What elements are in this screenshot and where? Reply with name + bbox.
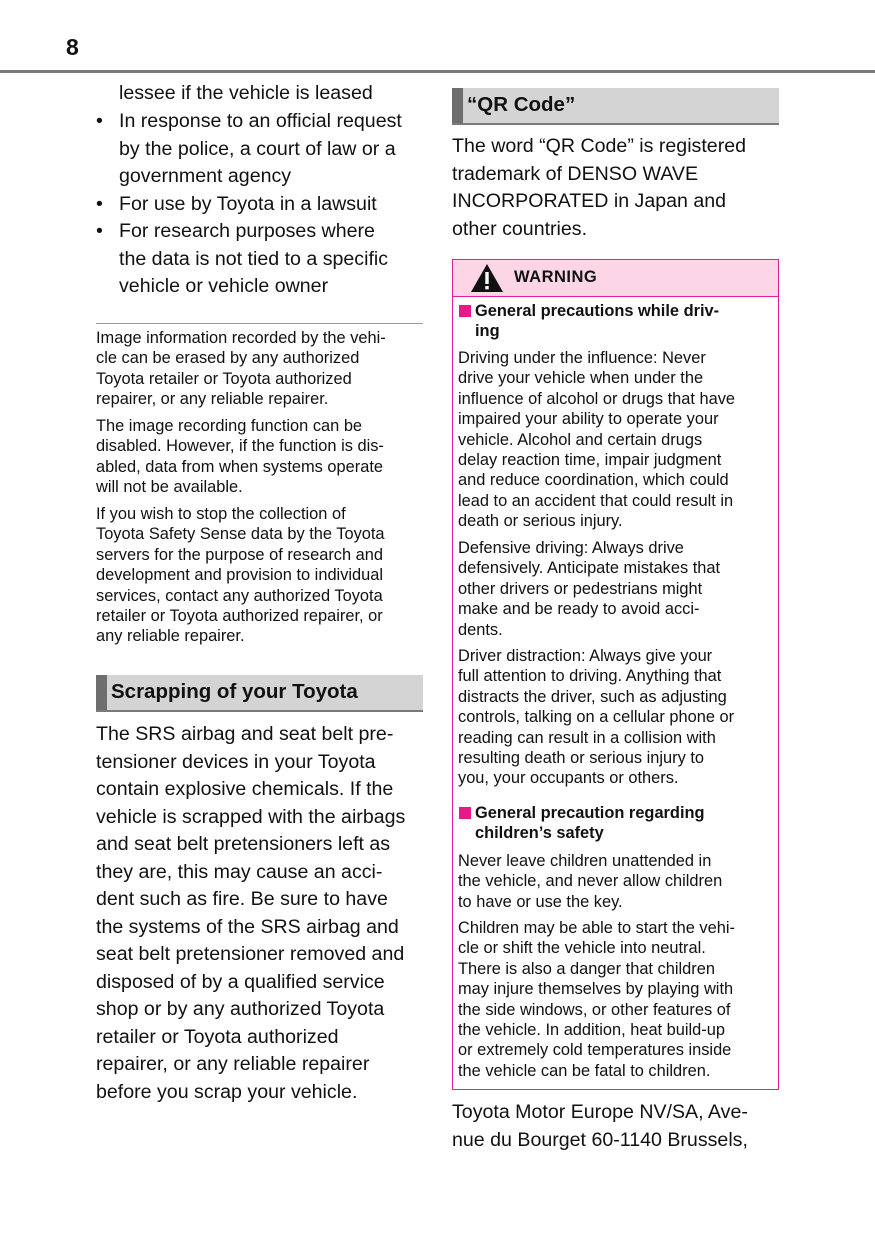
text-line: trademark of DENSO WAVE bbox=[452, 162, 699, 185]
text-line: seat belt pretensioner removed and bbox=[96, 943, 405, 965]
text-line: Children may be able to start the vehi- bbox=[458, 919, 735, 937]
text-line: For use by Toyota in a lawsuit bbox=[119, 192, 377, 215]
bullet-text bbox=[119, 191, 402, 219]
text-line: Toyota Safety Sense data by the Toyota bbox=[96, 525, 385, 544]
intro-text bbox=[119, 80, 373, 108]
text-line: the vehicle, and never allow children bbox=[458, 872, 723, 891]
text-line: repairer, or any reliable repairer bbox=[96, 1053, 370, 1075]
text-line: or extremely cold temperatures inside bbox=[458, 1041, 732, 1060]
text-line: government agency bbox=[119, 165, 292, 187]
text-line: before you scrap your vehicle. bbox=[96, 1080, 358, 1103]
text-line: The SRS airbag and seat belt pre- bbox=[96, 723, 394, 745]
text-line: services, contact any authorized Toyota bbox=[96, 586, 383, 605]
text-line: Image information recorded by the vehi- bbox=[96, 329, 386, 347]
note-paragraph bbox=[96, 416, 384, 498]
qr-body bbox=[452, 133, 746, 243]
text-line: any reliable repairer. bbox=[96, 627, 245, 646]
bullet-item bbox=[96, 191, 402, 219]
text-line: shop or by any authorized Toyota bbox=[96, 998, 385, 1020]
text-line: death or serious injury. bbox=[458, 512, 623, 531]
section-heading-qr-code bbox=[452, 88, 779, 125]
section-divider bbox=[96, 323, 423, 324]
warning-paragraph bbox=[458, 851, 722, 912]
text-line: repairer, or any reliable repairer. bbox=[96, 390, 329, 409]
text-line: The image recording function can be bbox=[96, 417, 363, 435]
warning-triangle-icon bbox=[470, 263, 504, 293]
scrapping-body bbox=[96, 721, 405, 1106]
text-line: If you wish to stop the collection of bbox=[96, 505, 346, 523]
section-heading-scrapping bbox=[96, 675, 423, 712]
text-line: Driving under the influence: Never bbox=[458, 349, 706, 367]
subheading-line: General precautions while driv- bbox=[475, 302, 720, 320]
bullet-item bbox=[96, 108, 402, 191]
warning-box bbox=[452, 259, 779, 1090]
text-line: Never leave children unattended in bbox=[458, 852, 712, 870]
warning-subheading bbox=[459, 803, 705, 844]
text-line: controls, talking on a cellular phone or bbox=[458, 708, 735, 727]
text-line: impaired your ability to operate your bbox=[458, 410, 719, 429]
text-line: lead to an accident that could result in bbox=[458, 491, 734, 510]
subheading-line: General precaution regarding bbox=[475, 804, 705, 822]
text-line: Toyota retailer or Toyota authorized bbox=[96, 369, 352, 388]
text-line: will not be available. bbox=[96, 478, 243, 497]
note-paragraph bbox=[96, 504, 385, 647]
text-line: retailer or Toyota authorized bbox=[96, 1025, 339, 1048]
warning-paragraph bbox=[458, 538, 720, 640]
text-line: full attention to driving. Anything that bbox=[458, 667, 722, 686]
text-line: and reduce coordination, which could bbox=[458, 471, 729, 490]
warning-paragraph bbox=[458, 348, 735, 532]
text-line: the systems of the SRS airbag and bbox=[96, 915, 399, 938]
text-line: cle can be erased by any authorized bbox=[96, 349, 360, 368]
page-number: 8 bbox=[66, 34, 79, 60]
text-line: vehicle is scrapped with the airbags bbox=[96, 805, 406, 828]
text-line: reading can result in a collision with bbox=[458, 728, 716, 747]
text-line: make and be ready to avoid acci- bbox=[458, 600, 700, 619]
note-paragraph bbox=[96, 328, 386, 410]
text-line: contain explosive chemicals. If the bbox=[96, 778, 394, 800]
text-line: For research purposes where bbox=[119, 220, 375, 242]
subheading-line: children’s safety bbox=[475, 824, 604, 843]
bullet-item bbox=[96, 218, 402, 301]
heading-bar bbox=[452, 88, 463, 123]
text-line: There is also a danger that children bbox=[458, 959, 715, 978]
warning-subheading bbox=[459, 301, 719, 342]
text-line: Driver distraction: Always give your bbox=[458, 647, 713, 665]
warning-paragraph bbox=[458, 646, 734, 789]
warning-title: WARNING bbox=[514, 268, 598, 286]
text-line: the vehicle can be fatal to children. bbox=[458, 1061, 711, 1080]
text-line: abled, data from when systems operate bbox=[96, 457, 383, 476]
heading-text: “QR Code” bbox=[467, 93, 576, 116]
text-line: distracts the driver, such as adjusting bbox=[458, 687, 727, 706]
text-line: and seat belt pretensioners left as bbox=[96, 833, 391, 855]
header-rule bbox=[0, 70, 875, 73]
text-line: retailer or Toyota authorized repairer, or bbox=[96, 607, 383, 626]
text-line: In response to an official request bbox=[119, 110, 402, 132]
text-line: cle or shift the vehicle into neutral. bbox=[458, 939, 706, 958]
bullet-icon: • bbox=[96, 192, 103, 215]
text-line: influence of alcohol or drugs that have bbox=[458, 389, 736, 408]
text-line: INCORPORATED in Japan and bbox=[452, 190, 727, 212]
text-line: vehicle. Alcohol and certain drugs bbox=[458, 430, 703, 449]
text-line: vehicle or vehicle owner bbox=[119, 275, 329, 297]
text-line: nue du Bourget 60-1140 Brussels, bbox=[452, 1128, 748, 1151]
text-line: you, your occupants or others. bbox=[458, 769, 679, 788]
text-line: the data is not tied to a specific bbox=[119, 247, 389, 270]
text-line: to have or use the key. bbox=[458, 892, 623, 911]
text-line: Toyota Motor Europe NV/SA, Ave- bbox=[452, 1101, 748, 1123]
text-line: drive your vehicle when under the bbox=[458, 369, 704, 388]
bullet-list bbox=[96, 108, 402, 301]
text-line: dent such as fire. Be sure to have bbox=[96, 888, 388, 910]
warning-header bbox=[453, 260, 778, 297]
text-line: resulting death or serious injury to bbox=[458, 749, 704, 768]
text-line: tensioner devices in your Toyota bbox=[96, 750, 376, 773]
warning-paragraph bbox=[458, 918, 735, 1081]
bullet-icon: • bbox=[96, 110, 103, 132]
text-line: development and provision to individual bbox=[96, 566, 384, 585]
text-line: they are, this may cause an acci- bbox=[96, 860, 383, 883]
text-line: dents. bbox=[458, 620, 503, 639]
heading-bar bbox=[96, 675, 107, 710]
address-text bbox=[452, 1099, 748, 1154]
text-line: disposed of by a qualified service bbox=[96, 970, 385, 993]
subheading-line: ing bbox=[475, 322, 500, 341]
text-line: delay reaction time, impair judgment bbox=[458, 451, 722, 470]
text-line: defensively. Anticipate mistakes that bbox=[458, 559, 721, 578]
text-line: may injure themselves by playing with bbox=[458, 980, 734, 999]
text-line: other countries. bbox=[452, 217, 588, 240]
text-line: disabled. However, if the function is dis- bbox=[96, 437, 384, 456]
text-line: The word “QR Code” is registered bbox=[452, 135, 747, 157]
text-line: the vehicle. In addition, heat build-up bbox=[458, 1021, 725, 1040]
heading-text: Scrapping of your Toyota bbox=[111, 680, 358, 703]
text-line: Defensive driving: Always drive bbox=[458, 539, 684, 557]
text-line: the side windows, or other features of bbox=[458, 1000, 731, 1019]
bullet-icon: • bbox=[96, 220, 103, 242]
text-line: servers for the purpose of research and bbox=[96, 545, 383, 564]
bullet-text bbox=[119, 218, 402, 301]
text-line: other drivers or pedestrians might bbox=[458, 579, 703, 598]
pink-square-icon bbox=[459, 305, 471, 317]
text-line: by the police, a court of law or a bbox=[119, 137, 396, 160]
bullet-text bbox=[119, 108, 402, 191]
text-line: lessee if the vehicle is leased bbox=[119, 82, 373, 104]
pink-square-icon bbox=[459, 807, 471, 819]
